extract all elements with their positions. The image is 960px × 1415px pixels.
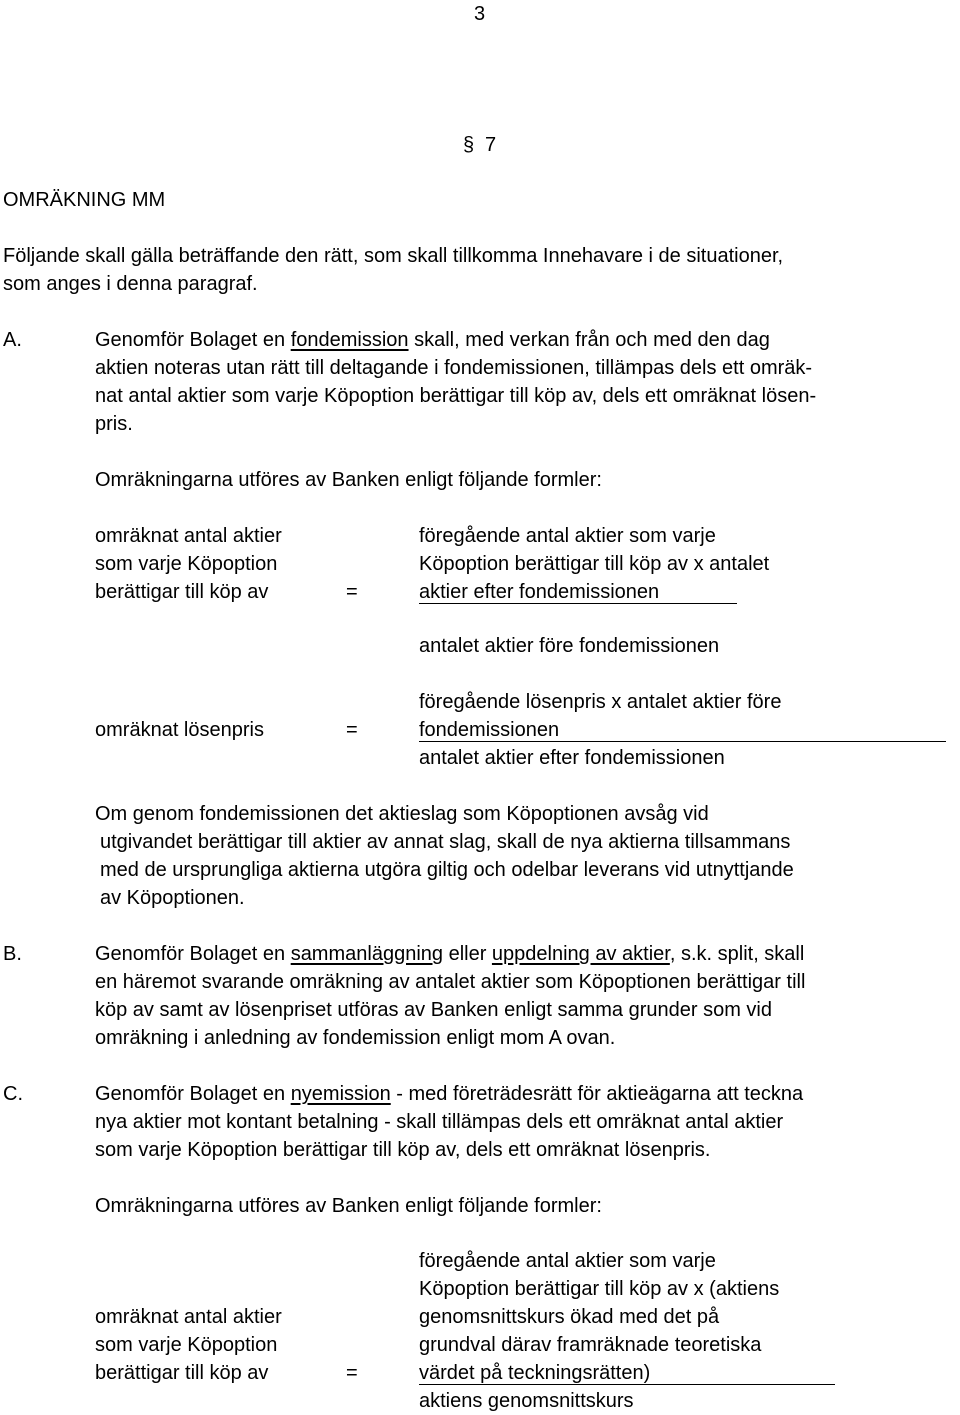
formula-numerator: aktier efter fondemissionen — [419, 581, 660, 603]
item-b-line: en häremot svarande omräkning av antalet aktier som Köpoptionen berättigar till — [95, 971, 806, 993]
formula-left: omräknat antal aktier — [95, 1306, 282, 1328]
formula-denominator: antalet aktier före fondemissionen — [419, 635, 720, 657]
equals-sign: = — [346, 581, 358, 603]
item-b-line: köp av samt av lösenpriset utföras av Banken enligt samma grunder som vid — [95, 999, 772, 1021]
formula-denominator: antalet aktier efter fondemissionen — [419, 747, 725, 769]
item-a-line — [95, 326, 770, 354]
term-uppdelning: uppdelning av aktier — [491, 943, 670, 965]
intro-line: som anges i denna paragraf. — [3, 273, 258, 295]
page-number: 3 — [474, 3, 486, 25]
term-fondemission: fondemission — [290, 329, 409, 351]
formula-numerator: föregående lösenpris x antalet aktier före — [419, 691, 782, 713]
section-symbol: § — [463, 134, 475, 156]
formula-left: berättigar till köp av — [95, 1362, 269, 1384]
formula-numerator: grundval därav framräknade teoretiska — [419, 1334, 762, 1356]
equals-sign: = — [346, 719, 358, 741]
item-c-marker: C. — [3, 1083, 23, 1105]
text-segment: Genomför Bolaget en — [95, 329, 291, 351]
text-segment: Genomför Bolaget en — [95, 943, 291, 965]
formulas-intro: Omräkningarna utföres av Banken enligt följande formler: — [95, 1195, 602, 1217]
formula-left: berättigar till köp av — [95, 581, 269, 603]
item-c-line — [95, 1080, 803, 1108]
formula-left: som varje Köpoption — [95, 1334, 278, 1356]
fraction-line — [419, 603, 737, 604]
item-a-marker: A. — [3, 329, 22, 351]
item-b-line: omräkning i anledning av fondemission enligt mom A ovan. — [95, 1027, 616, 1049]
formula-left: omräknat lösenpris — [95, 719, 264, 741]
item-c-line: som varje Köpoption berättigar till köp av, dels ett omräknat lösenpris. — [95, 1139, 711, 1161]
item-a-line: pris. — [95, 413, 133, 435]
section-heading: OMRÄKNING MM — [3, 189, 166, 211]
fraction-line — [419, 1384, 835, 1385]
text-segment: - med företrädesrätt för aktieägarna att teckna — [390, 1083, 804, 1105]
formula-denominator: aktiens genomsnittskurs — [419, 1390, 634, 1412]
term-nyemission: nyemission — [290, 1083, 391, 1105]
formula-numerator: värdet på teckningsrätten) — [419, 1362, 651, 1384]
text-segment: , s.k. split, skall — [669, 943, 805, 965]
formulas-intro: Omräkningarna utföres av Banken enligt följande formler: — [95, 469, 602, 491]
formula-left: som varje Köpoption — [95, 553, 278, 575]
formula-numerator: genomsnittskurs ökad med det på — [419, 1306, 720, 1328]
note-line: utgivandet berättigar till aktier av annat slag, skall de nya aktierna tillsammans — [100, 831, 791, 853]
formula-numerator: föregående antal aktier som varje — [419, 525, 716, 547]
formula-numerator: föregående antal aktier som varje — [419, 1250, 716, 1272]
term-sammanlaggning: sammanläggning — [290, 943, 444, 965]
text-segment: skall, med verkan från och med den dag — [408, 329, 770, 351]
section-number: 7 — [485, 134, 497, 156]
fraction-line — [419, 741, 946, 742]
formula-numerator: fondemissionen — [419, 719, 560, 741]
formula-numerator: Köpoption berättigar till köp av x (aktiens — [419, 1278, 780, 1300]
item-b-line — [95, 940, 804, 968]
equals-sign: = — [346, 1362, 358, 1384]
note-line: av Köpoptionen. — [100, 887, 245, 909]
note-line: Om genom fondemissionen det aktieslag som Köpoptionen avsåg vid — [95, 803, 709, 825]
item-a-line: nat antal aktier som varje Köpoption berättigar till köp av, dels ett omräknat lösen- — [95, 385, 817, 407]
intro-line: Följande skall gälla beträffande den rätt, som skall tillkomma Innehavare i de situationer, — [3, 245, 784, 267]
item-b-marker: B. — [3, 943, 22, 965]
item-c-line: nya aktier mot kontant betalning - skall tillämpas dels ett omräknat antal aktier — [95, 1111, 784, 1133]
item-a-line: aktien noteras utan rätt till deltagande i fondemissionen, tillämpas dels ett omräk- — [95, 357, 813, 379]
text-segment: Genomför Bolaget en — [95, 1083, 291, 1105]
formula-left: omräknat antal aktier — [95, 525, 282, 547]
text-segment: eller — [443, 943, 492, 965]
formula-numerator: Köpoption berättigar till köp av x antalet — [419, 553, 770, 575]
note-line: med de ursprungliga aktierna utgöra giltig och odelbar leverans vid utnyttjande — [100, 859, 794, 881]
